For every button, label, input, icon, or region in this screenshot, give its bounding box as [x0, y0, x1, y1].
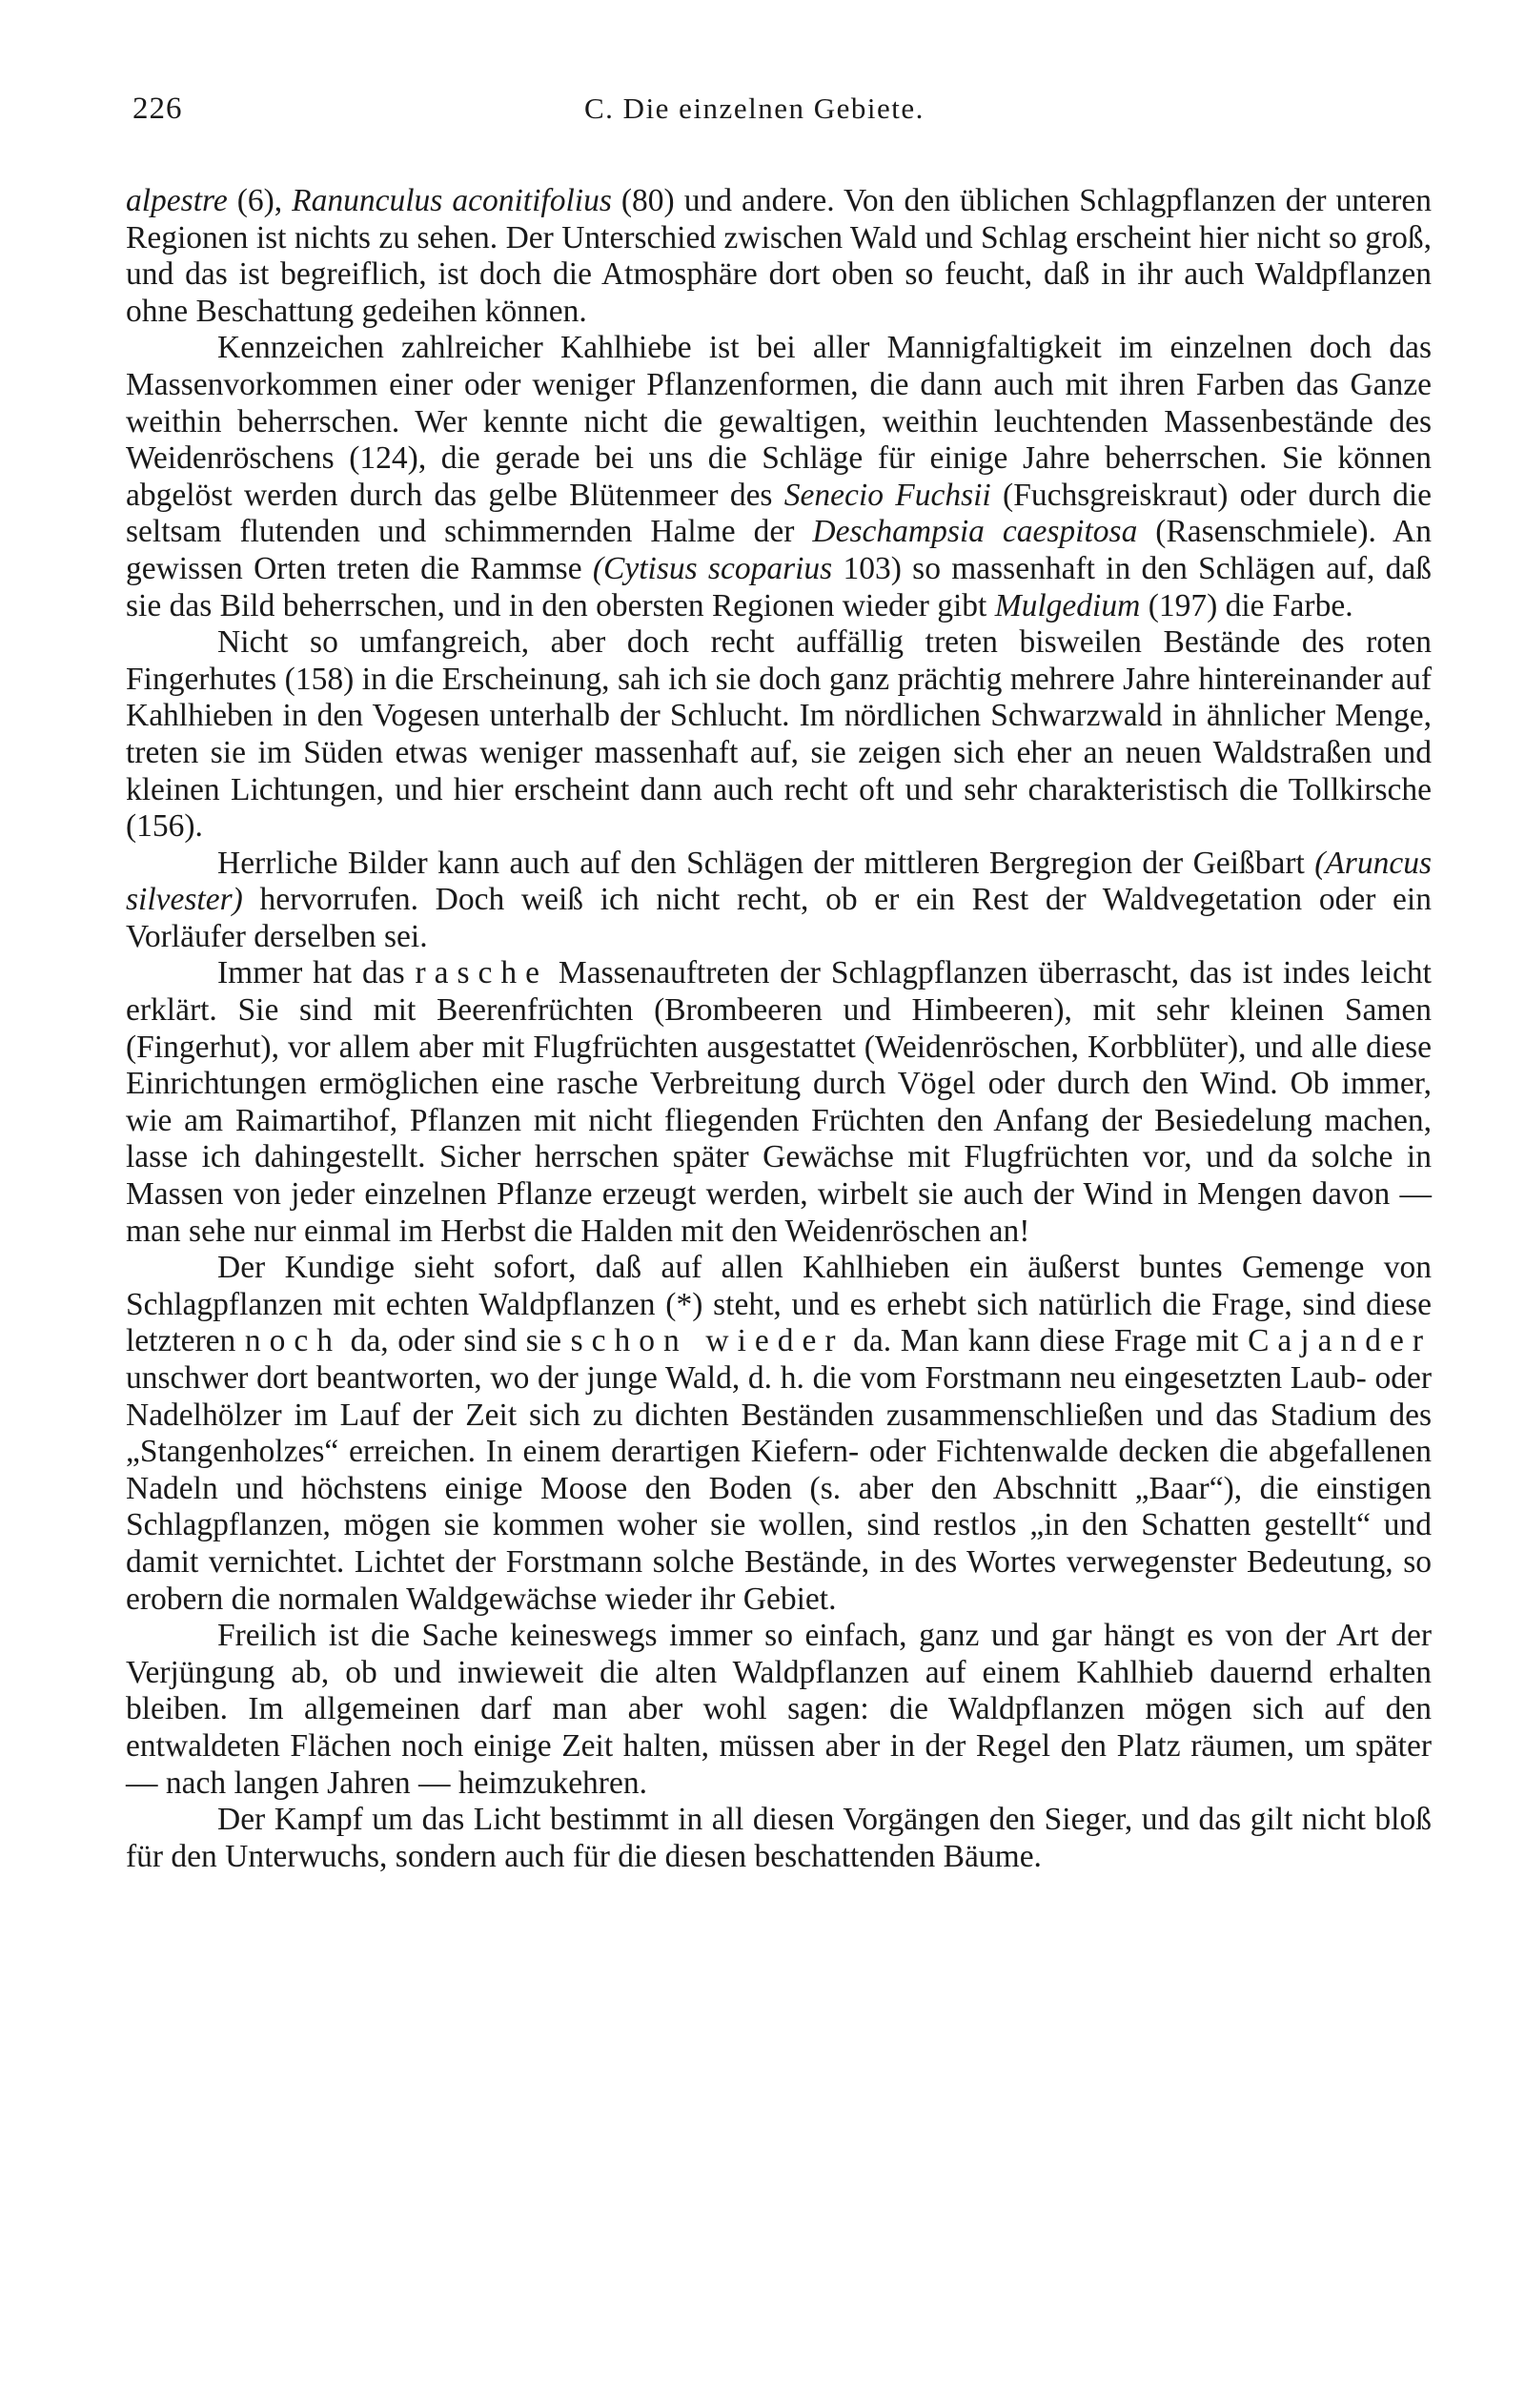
text-span: (80) und andere. Von den üblichen Schlagpflanzen der unteren Regionen ist nichts zu sehen. Der Unterschied zwischen Wald und Schlag erscheint hier nicht so groß, und das ist begreiflich, ist doch die Atmosphäre dort oben so feucht, daß in ihr auch Waldpflanzen ohne Beschattung gedeihen können. — [126, 183, 1432, 329]
emphasis-spaced: schon wieder — [570, 1323, 844, 1359]
text-span: Immer hat das — [217, 955, 416, 991]
text-span: (Cytisus scoparius — [592, 550, 833, 586]
text-span: Massenauftreten der Schlagpflanzen überrascht, das ist indes leicht erklärt. Sie sind mit Beerenfrüchten (Brombeeren und Himbeeren), mit sehr kleinen Samen (Fingerhut), vor allem aber mit Flugfrüchten ausgestattet (Weidenröschen, Korbblüter), und alle diese Einrichtungen ermöglichen eine rasche Verbreitung durch Vögel oder durch den Wind. Ob immer, wie am Raimartihof, Pflanzen mit nicht fliegenden Früchten den Anfang der Besiedelung machen, lasse ich dahingestellt. Sicher herrschen später Gewächse mit Flugfrüchten vor, und da solche in Massen von jeder einzelnen Pflanze erzeugt werden, wirbelt sie auch der Wind in Mengen davon — man sehe nur einmal im Herbst die Halden mit den Weidenröschen an! — [126, 955, 1432, 1249]
running-title: C. Die einzelnen Gebiete. — [584, 92, 925, 125]
paragraph-3 — [126, 624, 1432, 846]
text-span: Kennzeichen zahlreicher Kahlhiebe ist bei aller Mannigfaltigkeit im einzelnen doch das Massenvorkommen einer oder weniger Pflanzenformen, die dann auch mit ihren Farben das Ganze weithin beherrschen. Wer kennte nicht die gewaltigen, weithin leuchtenden Massenbestände des Weidenröschens (124), die gerade bei uns die Schläge für einige Jahre beherrschen. Sie können abgelöst werden durch das gelbe Blütenmeer des — [126, 330, 1432, 513]
text-span: (197) die Farbe. — [1140, 587, 1353, 623]
text-span: da. Man kann diese Frage mit — [844, 1323, 1249, 1359]
paragraph-5 — [126, 955, 1432, 1250]
emphasis-spaced: Cajander — [1248, 1323, 1432, 1359]
text-span: (6), — [227, 183, 293, 218]
text-span: Der Kampf um das Licht bestimmt in all diesen Vorgängen den Sieger, und das gilt nicht bloß für den Unterwuchs, sondern auch für die diesen beschattenden Bäume. — [126, 1802, 1432, 1874]
paragraph-4 — [126, 846, 1432, 956]
text-span: (Fuchsgreiskraut) oder durch die seltsam flutenden und schimmernden Halme der — [126, 477, 1432, 550]
text-span: Freilich ist die Sache keineswegs immer so einfach, ganz und gar hängt es von der Art der Verjüngung ab, ob und inwieweit die alten Waldpflanzen auf einem Kahlhieb dauernd erhalten bleiben. Im allgemeinen darf man aber wohl sagen: die Waldpflanzen mögen sich auf den entwaldeten Flächen noch einige Zeit halten, müssen aber in der Regel den Platz räumen, um später — nach langen Jahren — heimzukehren. — [126, 1618, 1432, 1801]
text-span: hervorrufen. Doch weiß ich nicht recht, ob er ein Rest der Waldvegetation oder ein Vorläufer derselben sei. — [126, 882, 1432, 954]
emphasis-spaced: noch — [244, 1323, 342, 1359]
emphasis-spaced: rasche — [415, 955, 549, 991]
text-span: (Rasenschmiele). An gewissen Orten treten die Rammse — [126, 514, 1432, 586]
paragraph-7 — [126, 1618, 1432, 1802]
text-span: Herrliche Bilder kann auch auf den Schlägen der mittleren Bergregion der Geißbart — [217, 845, 1315, 881]
paragraph-2 — [126, 330, 1432, 624]
paragraph-1 — [126, 183, 1432, 330]
text-span: alpestre — [126, 183, 228, 218]
text-span: (Aruncus silvester) — [126, 845, 1432, 918]
text-span: Nicht so umfangreich, aber doch recht auffällig treten bisweilen Bestände des roten Fingerhutes (158) in die Erscheinung, sah ich sie doch ganz prächtig mehrere Jahre hintereinander auf Kahlhieben in den Vogesen unterhalb der Schlucht. Im nördlichen Schwarzwald in ähnlicher Menge, treten sie im Süden etwas weniger massenhaft auf, sie zeigen sich eher an neuen Waldstraßen und kleinen Lichtungen, und hier erscheint dann auch recht oft und sehr charakteristisch die Tollkirsche (156). — [126, 624, 1432, 845]
text-span: da, oder sind sie — [341, 1323, 571, 1359]
text-span: Ranunculus aconitifolius — [292, 183, 612, 218]
text-span: Deschampsia caespitosa — [812, 514, 1138, 550]
text-span: 103) so massenhaft in den Schlägen auf, daß sie das Bild beherrschen, und in den obersten Regionen wieder gibt — [126, 550, 1432, 623]
page-number: 226 — [132, 92, 183, 126]
text-span: unschwer dort beantworten, wo der junge Wald, d. h. die vom Forstmann neu eingesetzten Laub- oder Nadelhölzer im Lauf der Zeit sich zu dichten Beständen zusammenschließen und das Stadium des „Stangenholzes“ erreichen. In einem derartigen Kiefern- oder Fichtenwalde decken die abgefallenen Nadeln und höchstens einige Moose den Boden (s. aber den Abschnitt „Baar“), die einstigen Schlagpflanzen, mögen sie kommen woher sie wollen, sind restlos „in den Schatten gestellt“ und damit vernichtet. Lichtet der Forstmann solche Bestände, in des Wortes verwegenster Bedeutung, so erobern die normalen Waldgewächse wieder ihr Gebiet. — [126, 1360, 1432, 1617]
body-text — [126, 183, 1432, 1875]
text-span: Der Kundige sieht sofort, daß auf allen Kahlhieben ein äußerst buntes Gemenge von Schlagpflanzen mit echten Waldpflanzen (*) steht, und es erhebt sich natürlich die Frage, sind diese letzteren — [126, 1250, 1432, 1359]
paragraph-8 — [126, 1802, 1432, 1875]
text-span: Senecio Fuchsii — [783, 477, 991, 513]
paragraph-6 — [126, 1250, 1432, 1618]
text-span: Mulgedium — [994, 587, 1141, 623]
page-header — [132, 92, 1412, 130]
